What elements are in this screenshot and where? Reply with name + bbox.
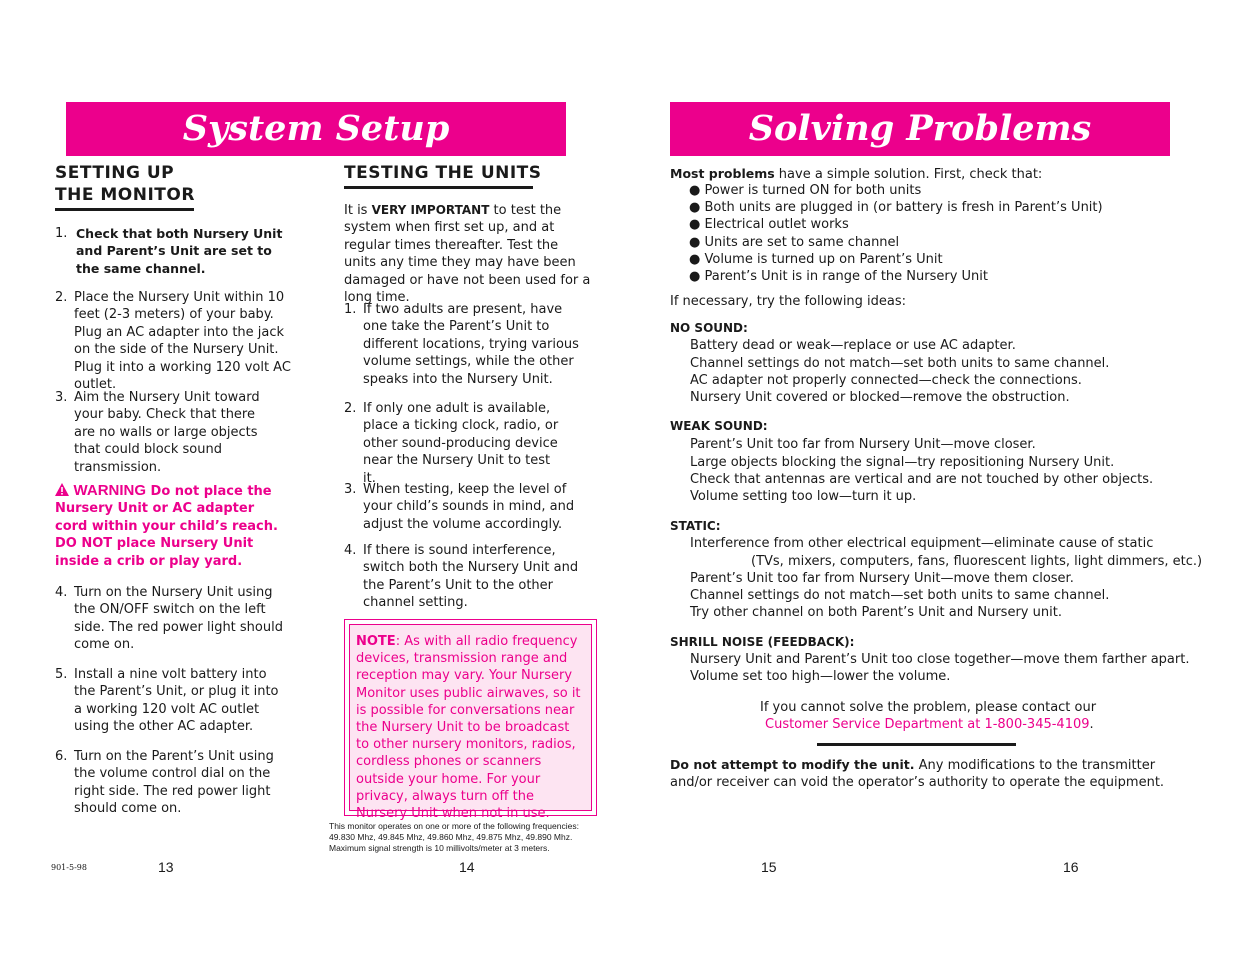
static-label: STATIC:	[670, 519, 721, 533]
problem-line: Parent’s Unit too far from Nursery Unit—move them closer.	[690, 571, 1074, 586]
system-setup-banner	[66, 102, 566, 156]
problem-line: Large objects blocking the signal—try repositioning Nursery Unit.	[690, 455, 1115, 470]
page-number: 16	[1063, 859, 1079, 875]
list-number: 2.	[344, 401, 357, 416]
check-item: ● Power is turned ON for both units	[689, 183, 922, 198]
list-number: 2.	[55, 290, 68, 305]
list-item: Check that both Nursery Unit and Parent’s Unit are set to the same channel.	[76, 226, 283, 276]
note-label: NOTE	[356, 634, 396, 649]
warning-label: WARNING	[73, 482, 147, 499]
problem-line: Interference from other electrical equipment—eliminate cause of static	[690, 536, 1154, 551]
problem-line: AC adapter not properly connected—check the connections.	[690, 373, 1082, 388]
testing-intro: It is VERY IMPORTANT to test the system when first set up, and at regular times thereafter. Test the units any time they may have been damaged or have not been used for a long time.	[344, 203, 591, 306]
privacy-note-box	[344, 619, 597, 822]
fine-print-line: 49.830 Mhz, 49.845 Mhz, 49.860 Mhz, 49.875 Mhz, 49.890 Mhz.	[329, 832, 573, 842]
list-number: 3.	[344, 482, 357, 497]
problem-line: Nursery Unit covered or blocked—remove the obstruction.	[690, 390, 1070, 405]
problem-line: Channel settings do not match—set both units to same channel.	[690, 588, 1110, 603]
testing-heading: TESTING THE UNITS	[344, 163, 542, 183]
customer-service-link[interactable]: Customer Service Department at 1-800-345-4109	[765, 717, 1090, 732]
privacy-note	[349, 624, 592, 822]
page-number: 15	[761, 859, 777, 875]
list-number: 3.	[55, 390, 68, 405]
problem-line: Channel settings do not match—set both units to same channel.	[690, 356, 1110, 371]
list-item: Place the Nursery Unit within 10 feet (2-3 meters) of your baby. Plug an AC adapter into the jack on the side of the Nursery Unit. Plug it into a working 120 volt AC outlet.	[74, 290, 291, 393]
solving-problems-banner	[670, 102, 1170, 156]
list-number: 4.	[344, 543, 357, 558]
warning-text: Do not place the Nursery Unit or AC adapter cord within your child’s reach. DO NOT place Nursery Unit inside a crib or play yard.	[55, 484, 278, 569]
list-item: Install a nine volt battery into the Parent’s Unit, or plug it into a working 120 volt AC outlet using the other AC adapter.	[74, 667, 279, 735]
ideas-line: If necessary, try the following ideas:	[670, 294, 907, 309]
page-title: System Setup	[182, 108, 450, 149]
check-item: ● Both units are plugged in (or battery is fresh in Parent’s Unit)	[689, 200, 1103, 215]
problem-line: Battery dead or weak—replace or use AC adapter.	[690, 338, 1016, 353]
problem-line: Nursery Unit and Parent’s Unit too close together—move them farther apart.	[690, 652, 1190, 667]
page-number: 14	[459, 859, 475, 875]
check-item: ● Units are set to same channel	[689, 235, 900, 250]
list-item: When testing, keep the level of your child’s sounds in mind, and adjust the volume accordingly.	[363, 482, 575, 532]
no-sound-label: NO SOUND:	[670, 321, 748, 335]
section-divider	[817, 743, 1016, 746]
problem-line: Check that antennas are vertical and are not touched by other objects.	[690, 472, 1154, 487]
heading-underline	[55, 208, 194, 211]
contact-line: If you cannot solve the problem, please contact our	[760, 700, 1097, 715]
fine-print-line: Maximum signal strength is 10 millivolts/meter at 3 meters.	[329, 843, 550, 853]
list-item: Aim the Nursery Unit toward your baby. Check that there are no walls or large objects that could block sound transmission.	[74, 390, 260, 475]
list-number: 1.	[344, 302, 357, 317]
contact-phone-line: Customer Service Department at 1-800-345-4109.	[765, 717, 1094, 732]
problem-line: Volume set too high—lower the volume.	[690, 669, 951, 684]
modification-warning: Do not attempt to modify the unit. Any modifications to the transmitter and/or receiver can void the operator’s authority to operate the equipment.	[670, 757, 1165, 791]
check-item: ● Electrical outlet works	[689, 217, 849, 232]
list-item: Turn on the Parent’s Unit using the volume control dial on the right side. The red power light should come on.	[74, 749, 274, 817]
weak-sound-label: WEAK SOUND:	[670, 419, 768, 433]
intro-line: Most problems have a simple solution. First, check that:	[670, 166, 1043, 182]
page-number: 13	[158, 859, 174, 875]
list-number: 5.	[55, 667, 68, 682]
problem-line: (TVs, mixers, computers, fans, fluorescent lights, light dimmers, etc.)	[751, 554, 1203, 569]
check-item: ● Parent’s Unit is in range of the Nursery Unit	[689, 269, 988, 284]
list-number: 6.	[55, 749, 68, 764]
list-number: 4.	[55, 585, 68, 600]
list-item: If two adults are present, have one take the Parent’s Unit to different locations, trying various volume settings, while the other speaks into the Nursery Unit.	[363, 302, 579, 387]
page-title: Solving Problems	[748, 108, 1092, 149]
warning-triangle-icon	[55, 484, 74, 499]
list-number: 1.	[55, 226, 68, 241]
document-code: 901-5-98	[51, 863, 87, 872]
problem-line: Volume setting too low—turn it up.	[690, 489, 917, 504]
problem-line: Try other channel on both Parent’s Unit and Nursery unit.	[690, 605, 1062, 620]
shrill-noise-label: SHRILL NOISE (FEEDBACK):	[670, 635, 855, 649]
list-item: If only one adult is available, place a ticking clock, radio, or other sound-producing device near the Nursery Unit to test it.	[363, 401, 559, 486]
fine-print-line: This monitor operates on one or more of the following frequencies:	[329, 821, 579, 831]
setup-heading-line1: SETTING UP	[55, 163, 175, 183]
note-text: : As with all radio frequency devices, transmission range and reception may vary. Your Nursery Monitor uses public airwaves, so it is possible for conversations near the Nursery Unit to be broadcast to other nursery monitors, radios, cordless phones or scanners outside your home. For your privacy, always turn off the Nursery Unit when not in use.	[356, 634, 581, 822]
list-item: If there is sound interference, switch both the Nursery Unit and the Parent’s Unit to the other channel setting.	[363, 543, 579, 611]
setup-heading-line2: THE MONITOR	[55, 185, 195, 205]
check-item: ● Volume is turned up on Parent’s Unit	[689, 252, 943, 267]
list-item: Turn on the Nursery Unit using the ON/OFF switch on the left side. The red power light should come on.	[74, 585, 283, 653]
problem-line: Parent’s Unit too far from Nursery Unit—move closer.	[690, 437, 1036, 452]
heading-underline	[344, 186, 533, 189]
warning-block	[55, 482, 287, 570]
